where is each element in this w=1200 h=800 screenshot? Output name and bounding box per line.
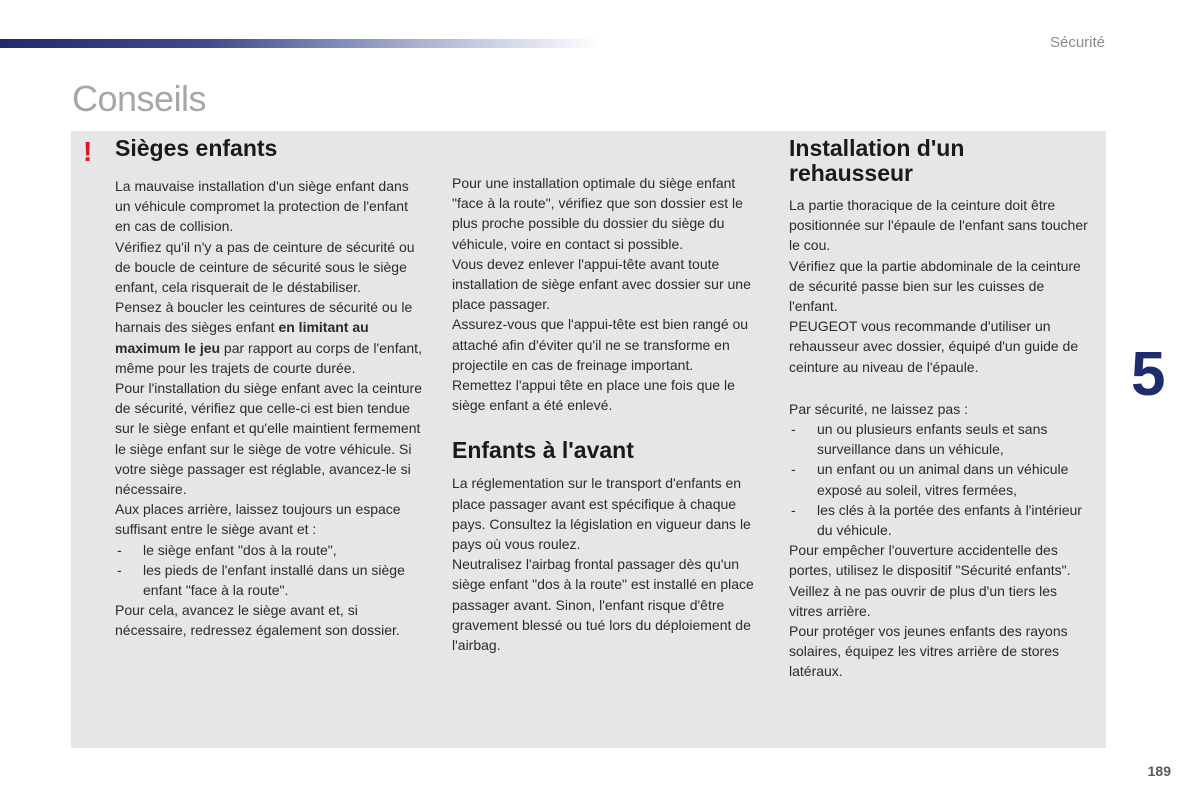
paragraph: Pour cela, avancez le siège avant et, si nécessaire, redressez également son dossier. [115, 602, 400, 639]
paragraph-text: Pensez à boucler les ceintures de sécurité ou le harnais des sièges enfant [115, 299, 413, 336]
front-children-heading: Enfants à l'avant [452, 437, 634, 464]
page-title: Conseils [72, 78, 207, 119]
paragraph: Veillez à ne pas ouvrir de plus d'un tiers les vitres arrière. [789, 582, 1058, 619]
emphasis-text: en limitant au maximum le jeu [115, 319, 369, 356]
paragraph: La mauvaise installation d'un siège enfant dans un véhicule compromet la protection de l'enfant en cas de collision. [115, 178, 409, 235]
paragraph: La partie thoracique de la ceinture doit être positionnée sur l'épaule de l'enfant sans toucher le cou. [789, 197, 1088, 254]
paragraph [115, 297, 427, 378]
paragraph: Pour l'installation du siège enfant avec la ceinture de sécurité, vérifiez que celle-ci est bien tendue sur le siège enfant et qu'elle maintient fermement le siège enfant sur le siège de votre véhicule. Si votre siège passager est réglable, avancez-le si nécessaire. [115, 380, 422, 498]
column-child-seats [115, 131, 427, 641]
paragraph: Neutralisez l'airbag frontal passager dès qu'un siège enfant "dos à la route" est installé en place passager avant. Sinon, l'enfant risque d'être gravement blessé ou tué lors du déploiement de l'airbag. [452, 556, 754, 654]
paragraph: Vous devez enlever l'appui-tête avant toute installation de siège enfant avec dossier sur une place passager. [452, 255, 751, 313]
list-item: - les clés à la portée des enfants à l'intérieur du véhicule. [789, 500, 1089, 540]
paragraph: Pour une installation optimale du siège enfant "face à la route", vérifiez que son dossier est le plus proche possible du dossier du siège du véhicule, voire en contact si possible. [452, 175, 743, 252]
dash-list [789, 419, 1089, 540]
paragraph: Vérifiez qu'il n'y a pas de ceinture de sécurité ou de boucle de ceinture de sécurité sous le siège enfant, cela risquerait de le déstabiliser. [115, 238, 415, 296]
list-item: - un enfant ou un animal dans un véhicule exposé au soleil, vitres fermées, [789, 459, 1089, 499]
paragraph: La réglementation sur le transport d'enfants en place passager avant est spécifique à chaque pays. Consultez la législation en vigueur dans le pays où vous roulez. [452, 475, 751, 553]
paragraph: Par sécurité, ne laissez pas : [789, 400, 968, 417]
booster-heading: Installation d'un rehausseur [789, 135, 965, 186]
paragraph: PEUGEOT vous recommande d'utiliser un rehausseur avec dossier, équipé d'un guide de ceinture au niveau de l'épaule. [789, 318, 1079, 375]
advice-panel [71, 131, 1106, 748]
paragraph: Pour protéger vos jeunes enfants des rayons solaires, équipez les vitres arrière de stores latéraux. [789, 623, 1068, 680]
paragraph: Aux places arrière, laissez toujours un espace suffisant entre le siège avant et : [115, 501, 401, 538]
paragraph: Pour empêcher l'ouverture accidentelle des portes, utilisez le dispositif "Sécurité enfants". [789, 542, 1071, 579]
list-item: - les pieds de l'enfant installé dans un siège enfant "face à la route". [115, 560, 427, 600]
paragraph: Assurez-vous que l'appui-tête est bien rangé ou attaché afin d'éviter qu'il ne se transforme en projectile en cas de freinage important. [452, 316, 749, 373]
list-item: - le siège enfant "dos à la route", [115, 540, 427, 560]
paragraph: Remettez l'appui tête en place une fois que le siège enfant a été enlevé. [452, 377, 735, 414]
column-seat-installation [452, 131, 764, 655]
chapter-number: 5 [1131, 340, 1166, 409]
paragraph: Vérifiez que la partie abdominale de la ceinture de sécurité passe bien sur les cuisses de l'enfant. [789, 257, 1081, 315]
child-seats-heading: Sièges enfants [115, 135, 278, 161]
column-booster [789, 131, 1089, 682]
dash-list [115, 540, 427, 601]
exclamation-warning-icon: ! [83, 136, 93, 167]
page-number: 189 [1147, 763, 1171, 779]
paragraph-text: par rapport au corps de l'enfant, même pour les trajets de courte durée. [115, 339, 422, 376]
list-item: - un ou plusieurs enfants seuls et sans surveillance dans un véhicule, [789, 419, 1089, 459]
header-accent-bar [0, 39, 600, 48]
section-label: Sécurité [1049, 34, 1105, 51]
